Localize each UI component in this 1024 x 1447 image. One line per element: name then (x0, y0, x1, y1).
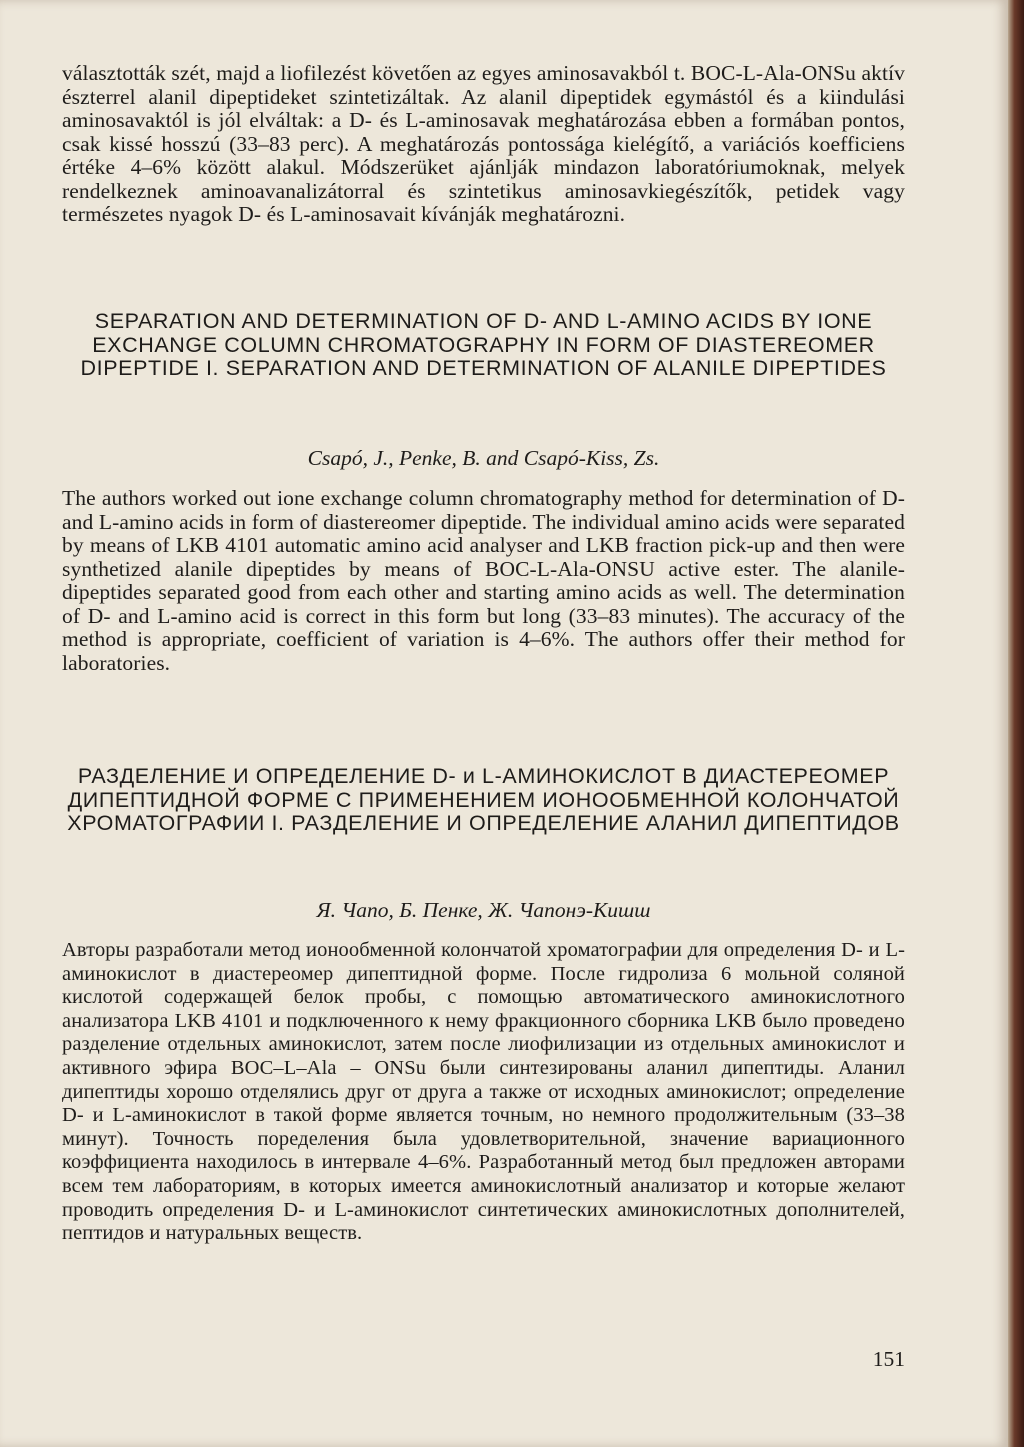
page-number: 151 (872, 1347, 905, 1371)
russian-title: РАЗДЕЛЕНИЕ И ОПРЕДЕЛЕНИЕ D- и L-АМИНОКИСЛОТ В ДИАСТЕРЕОМЕР ДИПЕПТИДНОЙ ФОРМЕ С ПРИМЕНЕНИЕМ ИОНООБМЕННОЙ КОЛОНЧАТОЙ ХРОМАТОГРАФИИ I. РАЗДЕЛЕНИЕ И ОПРЕДЕЛЕНИЕ АЛАНИЛ ДИПЕПТИДОВ (67, 764, 900, 835)
hungarian-summary-text: választották szét, majd a liofilezést követően az egyes aminosavakból t. BOC-L-Ala-ONSu aktív észterrel alanil dipeptideket szintetizáltak. Az alanil dipeptidek egymástól és a kiindulási aminosavaktól is jól elváltak: a D- és L-aminosavak meghatározása ebben a formában pontos, csak kissé hosszú (33–83 perc). A meghatározás pontossága kielégítő, a variációs koefficiens értéke 4–6% között alakul. Módszerüket ajánlják mindazon laboratóriumoknak, melyek rendelkeznek aminoavanalizátorral és szintetikus aminosavkiegészítők, petidek vagy természetes nyagok D- és L-aminosavait kívánják meghatározni. (62, 61, 905, 226)
hungarian-summary (62, 62, 905, 227)
english-authors: Csapó, J., Penke, B. and Csapó-Kiss, Zs. (307, 446, 660, 470)
russian-authors: Я. Чапо, Б. Пенке, Ж. Чапонэ-Кишш (316, 898, 651, 922)
book-binding (1008, 0, 1024, 1447)
russian-summary (62, 939, 905, 1246)
english-title: SEPARATION AND DETERMINATION OF D- AND L-AMINO ACIDS BY IONE EXCHANGE COLUMN CHROMATOGRAPHY IN FORM OF DIASTEREOMER DIPEPTIDE I. SEPARATION AND DETERMINATION OF ALANILE DIPEPTIDES (80, 309, 887, 380)
russian-summary-text: Авторы разработали метод ионообменной колончатой хроматографии для определения D- и L-аминокислот в диастереомер дипептидной форме. После гидролиза 6 мольной соляной кислотой содержащей белок пробы, с помощью автоматического аминокислотного анализатора LKB 4101 и подключенного к нему фракционного сборника LKB было проведено разделение отдельных аминокислот, затем после лиофилизации из отдельных аминокислот и активного эфира BOC–L–Ala – ONSu были синтезированы аланил дипептиды. Аланил дипептиды хорошо отделялись друг от друга а также от исходных аминокислот; определение D- и L-аминокислот в такой форме является точным, но немного продолжительным (33–38 минут). Точность поределения была удовлетворительной, значение вариационного коэффициента находилось в интервале 4–6%. Разработанный метод был предложен авторами всем тем лабораториям, в которых имеется аминокислотный анализатор и которые желают проводить определения D- и L-аминокислот синтетических аминокислотных дополнителей, пептидов и натуральных веществ. (62, 939, 905, 1245)
english-summary (62, 487, 905, 675)
english-summary-text: The authors worked out ione exchange column chromatography method for determination of D- and L-amino acids in form of diastereomer dipeptide. The individual amino acids were separated by means of LKB 4101 automatic amino acid analyser and LKB fraction pick-up and then were synthetized alanile dipeptides by means of BOC-L-Ala-ONSU active ester. The alanile-dipeptides separated good from each other and starting amino acids as well. The determination of D- and L-amino acid is correct in this form but long (33–83 minutes). The accuracy of the method is appropriate, coefficient of variation is 4–6%. The authors offer their method for laboratories. (62, 486, 905, 675)
